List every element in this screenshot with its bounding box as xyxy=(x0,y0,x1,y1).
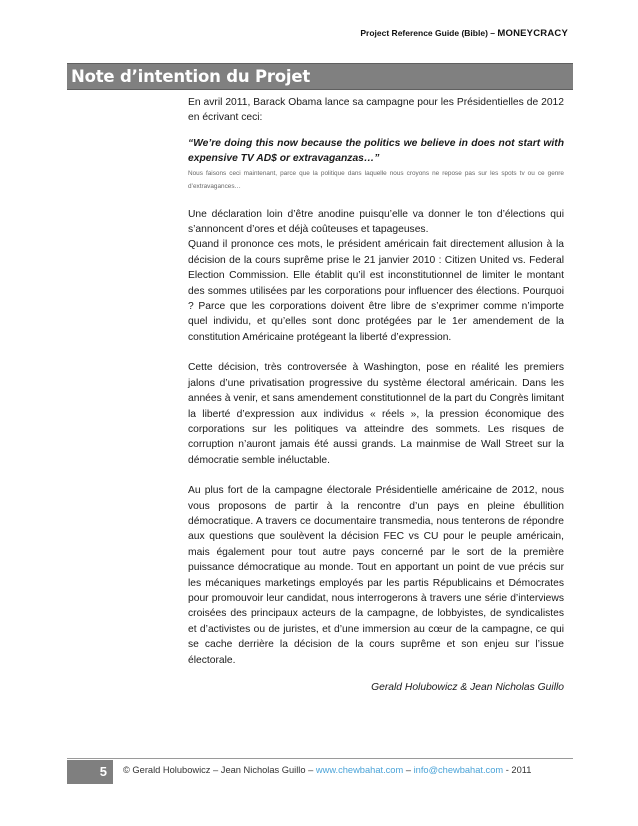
website-link[interactable]: www.chewbahat.com xyxy=(315,765,404,775)
page-footer xyxy=(123,765,531,775)
signature: Gerald Holubowicz & Jean Nicholas Guillo xyxy=(371,682,564,693)
section-title-bar xyxy=(67,63,573,90)
page-number: 5 xyxy=(67,760,113,784)
paragraph-gap xyxy=(188,468,564,483)
paragraph-1b: Quand il prononce ces mots, le président américain fait directement allusion à la décision de la cours suprême prise le 21 janvier 2010 : Citizen United vs. Federal Election Commission. Elle établit qu’il est inconstitutionnel de limiter le montant des sommes utilisées par les corporations pour influencer des élections. Pourquoi ? Parce que les corporations doivent être libre de s’exprimer comme n’importe quel individu, et qu’elles sont donc protégées par le 1er amendement de la constitution Américaine protégeant la liberté d’expression. xyxy=(188,239,564,343)
quote-translation: Nous faisons ceci maintenant, parce que la politique dans laquelle nous croyons ne repose pas sur les spots tv ou ce genre d’extravagances… xyxy=(188,169,564,190)
paragraph-2: Cette décision, très controversée à Washington, pose en réalité les premiers jalons d’une privatisation progressive du système électoral américain. Dans les années à venir, et sans amendement constitutionnel de la part du Congrès limitant la liberté d’expression aux individus « réels », la pression économique des corporations sur les politiques va atteindre des sommets. Les risques de corruption n’auront jamais été aussi grands. La mainmise de Wall Street sur la démocratie semble inéluctable. xyxy=(188,362,564,466)
paragraph-3: Au plus fort de la campagne électorale Présidentielle américaine de 2012, nous vous proposons de partir à la rencontre d’un pays en pleine ébullition démocratique. A travers ce documentaire transmedia, nous tenterons de répondre aux questions que soulèvent la décision FEC vs CU pour le peuple américain, mais également pour tout autre pays concerné par le sort de la première puissance démocratique au monde. Tout en apportant un point de vue précis sur les mécaniques marketings employés par les partis Républicains et Démocrates pour promouvoir leur candidat, nous interrogerons à travers une série d’interviews croisées des principaux acteurs de la campagne, de lobbyistes, de syndicalistes et d’activistes ou de juristes, et d’une immersion au cœur de la campagne, ce qui se cache derrière la décision de la cours suprême et son enjeu sur l’issue électorale. xyxy=(188,485,564,666)
page-header xyxy=(360,28,568,39)
footer-year: - 2011 xyxy=(505,765,532,775)
email-link[interactable]: info@chewbahat.com xyxy=(413,765,504,775)
section-title: Note d’intention du Projet xyxy=(71,67,311,86)
header-brand: MONEYCRACY xyxy=(497,28,568,39)
paragraph-gap xyxy=(188,345,564,360)
footer-divider xyxy=(67,758,573,759)
header-guide-label: Project Reference Guide (Bible) – xyxy=(360,28,495,38)
footer-copyright: © Gerald Holubowicz – Jean Nicholas Guillo – xyxy=(123,765,314,775)
body-text xyxy=(188,95,564,695)
intro-paragraph: En avril 2011, Barack Obama lance sa campagne pour les Présidentielles de 2012 en écrivant ceci: xyxy=(188,97,564,124)
footer-separator: – xyxy=(405,765,411,775)
obama-quote: “We’re doing this now because the politics we believe in does not start with expensive TV AD$ or extravaganzas…” xyxy=(188,137,564,165)
paragraph-1a: Une déclaration loin d’être anodine puisqu’elle va donner le ton d’élections qui s’annoncent d’ores et déjà coûteuses et tapageuses. xyxy=(188,208,564,236)
